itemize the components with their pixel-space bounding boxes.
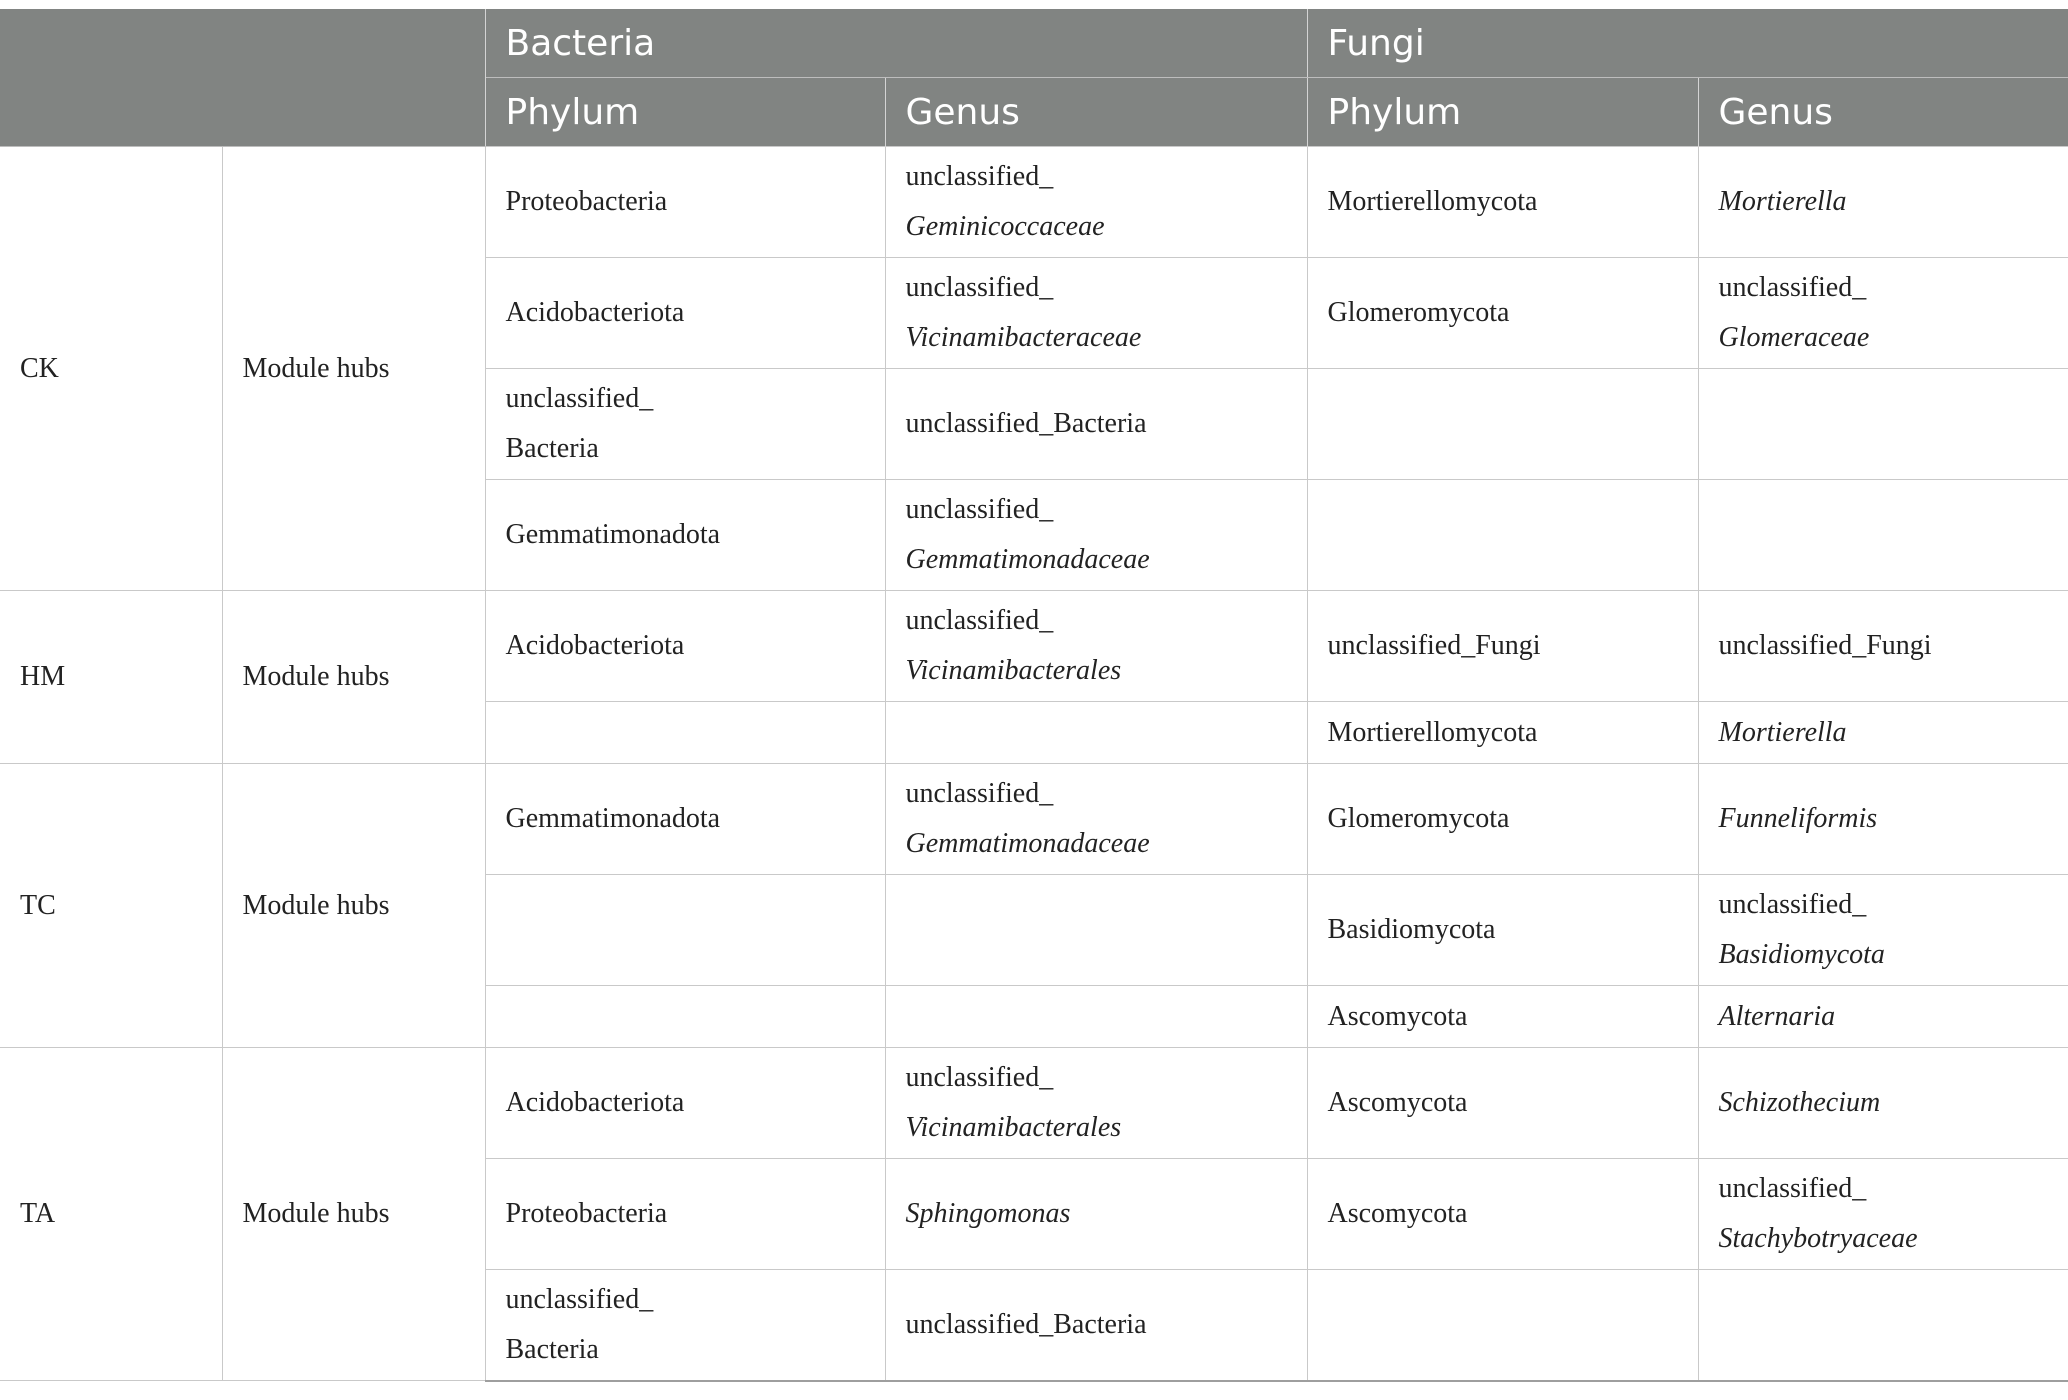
fungi-genus-cell bbox=[1698, 369, 2068, 480]
fungi-genus-cell bbox=[1698, 147, 2068, 258]
fungi-genus-cell bbox=[1698, 702, 2068, 764]
fungi-phylum-cell bbox=[1307, 986, 1698, 1048]
cell-text-line: Sphingomonas bbox=[905, 1198, 1071, 1229]
role-cell: Module hubs bbox=[222, 147, 485, 591]
cell-text-line: unclassified_ bbox=[905, 272, 1054, 303]
fungi-genus-cell bbox=[1698, 764, 2068, 875]
bacteria-phylum-cell bbox=[485, 1048, 885, 1159]
fungi-phylum-cell bbox=[1307, 702, 1698, 764]
cell-text-line: unclassified_ bbox=[505, 1283, 654, 1315]
bacteria-phylum-cell bbox=[485, 480, 885, 591]
cell-text-line: Ascomycota bbox=[1327, 1000, 1468, 1032]
bacteria-phylum-cell bbox=[485, 591, 885, 702]
cell-text-line: unclassified_ bbox=[1718, 889, 1867, 920]
bacteria-phylum-cell bbox=[485, 702, 885, 764]
cell-text-line: Vicinamibacterales bbox=[905, 655, 1122, 686]
bacteria-genus-cell bbox=[885, 258, 1307, 369]
treatment-cell: TC bbox=[0, 764, 222, 1048]
fungi-genus-cell bbox=[1698, 875, 2068, 986]
cell-text-line: unclassified_ bbox=[905, 494, 1054, 525]
cell-text-line: Acidobacteriota bbox=[505, 630, 685, 661]
cell-text-line: Mortierella bbox=[1718, 716, 1847, 748]
header-bacteria-phylum: Phylum bbox=[485, 78, 885, 147]
table-body bbox=[0, 147, 2068, 1381]
cell-text-line: Basidiomycota bbox=[1718, 939, 1885, 970]
bacteria-phylum-cell bbox=[485, 986, 885, 1048]
fungi-genus-cell bbox=[1698, 591, 2068, 702]
cell-text-line: Gemmatimonadaceae bbox=[905, 828, 1150, 859]
cell-text-line: unclassified_ bbox=[905, 1062, 1054, 1093]
table-row bbox=[0, 147, 2068, 258]
cell-text-line: Ascomycota bbox=[1327, 1087, 1468, 1118]
role-cell: Module hubs bbox=[222, 1048, 485, 1381]
cell-text-line: Stachybotryaceae bbox=[1718, 1223, 1918, 1254]
fungi-genus-cell bbox=[1698, 986, 2068, 1048]
cell-text-line: Acidobacteriota bbox=[505, 297, 685, 328]
table-row bbox=[0, 764, 2068, 875]
bacteria-phylum-cell bbox=[485, 764, 885, 875]
bacteria-genus-cell bbox=[885, 1270, 1307, 1381]
cell-text-line: Glomeromycota bbox=[1327, 803, 1510, 834]
cell-text-line: Gemmatimonadota bbox=[505, 803, 721, 834]
bacteria-genus-cell bbox=[885, 480, 1307, 591]
fungi-genus-cell bbox=[1698, 258, 2068, 369]
cell-text-line: Proteobacteria bbox=[505, 186, 668, 217]
cell-text-line: Proteobacteria bbox=[505, 1198, 668, 1229]
cell-text-line: Gemmatimonadota bbox=[505, 519, 721, 550]
fungi-phylum-cell bbox=[1307, 369, 1698, 480]
table-header bbox=[0, 9, 2068, 147]
cell-text-line: Gemmatimonadaceae bbox=[905, 544, 1150, 575]
header-fungi-genus: Genus bbox=[1698, 78, 2068, 147]
table-row bbox=[0, 591, 2068, 702]
bacteria-genus-cell bbox=[885, 1159, 1307, 1270]
fungi-genus-cell bbox=[1698, 1048, 2068, 1159]
cell-text-line: unclassified_ bbox=[1718, 1173, 1867, 1204]
cell-text-line: unclassified_Bacteria bbox=[905, 1308, 1147, 1340]
fungi-phylum-cell bbox=[1307, 1048, 1698, 1159]
fungi-phylum-cell bbox=[1307, 147, 1698, 258]
fungi-phylum-cell bbox=[1307, 1270, 1698, 1381]
cell-text-line: Bacteria bbox=[505, 433, 599, 464]
role-cell: Module hubs bbox=[222, 591, 485, 764]
bacteria-phylum-cell bbox=[485, 369, 885, 480]
bacteria-phylum-cell bbox=[485, 875, 885, 986]
cell-text-line: Bacteria bbox=[505, 1333, 599, 1365]
bacteria-genus-cell bbox=[885, 764, 1307, 875]
cell-text-line: unclassified_Fungi bbox=[1327, 630, 1541, 661]
cell-text-line: Funneliformis bbox=[1718, 803, 1878, 834]
cell-text-line: unclassified_ bbox=[1718, 272, 1867, 303]
treatment-cell: HM bbox=[0, 591, 222, 764]
header-bacteria-genus: Genus bbox=[885, 78, 1307, 147]
cell-text-line: Ascomycota bbox=[1327, 1198, 1468, 1229]
treatment-cell: CK bbox=[0, 147, 222, 591]
bacteria-genus-cell bbox=[885, 591, 1307, 702]
fungi-phylum-cell bbox=[1307, 480, 1698, 591]
fungi-phylum-cell bbox=[1307, 764, 1698, 875]
header-group-fungi: Fungi bbox=[1307, 9, 2068, 78]
cell-text-line: unclassified_ bbox=[905, 605, 1054, 636]
cell-text-line: Basidiomycota bbox=[1327, 914, 1496, 945]
bacteria-genus-cell bbox=[885, 986, 1307, 1048]
cell-text-line: unclassified_ bbox=[905, 161, 1054, 192]
fungi-phylum-cell bbox=[1307, 875, 1698, 986]
fungi-genus-cell bbox=[1698, 480, 2068, 591]
module-hubs-table bbox=[0, 9, 2068, 1382]
role-cell: Module hubs bbox=[222, 764, 485, 1048]
bacteria-genus-cell bbox=[885, 1048, 1307, 1159]
header-fungi-phylum: Phylum bbox=[1307, 78, 1698, 147]
cell-text-line: Geminicoccaceae bbox=[905, 211, 1105, 242]
header-blank-cell bbox=[0, 9, 485, 147]
bacteria-phylum-cell bbox=[485, 1159, 885, 1270]
cell-text-line: Mortierellomycota bbox=[1327, 716, 1538, 748]
cell-text-line: Vicinamibacteraceae bbox=[905, 322, 1142, 353]
cell-text-line: Glomeraceae bbox=[1718, 322, 1870, 353]
cell-text-line: Mortierellomycota bbox=[1327, 186, 1538, 217]
cell-text-line: Schizothecium bbox=[1718, 1087, 1881, 1118]
fungi-genus-cell bbox=[1698, 1159, 2068, 1270]
cell-text-line: unclassified_ bbox=[505, 383, 654, 414]
bacteria-phylum-cell bbox=[485, 1270, 885, 1381]
table-row bbox=[0, 1048, 2068, 1159]
cell-text-line: unclassified_Fungi bbox=[1718, 630, 1932, 661]
bacteria-genus-cell bbox=[885, 147, 1307, 258]
bacteria-genus-cell bbox=[885, 702, 1307, 764]
cell-text-line: Acidobacteriota bbox=[505, 1087, 685, 1118]
bacteria-phylum-cell bbox=[485, 258, 885, 369]
cell-text-line: Vicinamibacterales bbox=[905, 1112, 1122, 1143]
cell-text-line: unclassified_ bbox=[905, 778, 1054, 809]
cell-text-line: Glomeromycota bbox=[1327, 297, 1510, 328]
bacteria-genus-cell bbox=[885, 875, 1307, 986]
fungi-phylum-cell bbox=[1307, 591, 1698, 702]
header-group-bacteria: Bacteria bbox=[485, 9, 1307, 78]
bacteria-genus-cell bbox=[885, 369, 1307, 480]
cell-text-line: Alternaria bbox=[1718, 1000, 1836, 1032]
cell-text-line: Mortierella bbox=[1718, 186, 1847, 217]
cell-text-line: unclassified_Bacteria bbox=[905, 408, 1147, 439]
fungi-phylum-cell bbox=[1307, 258, 1698, 369]
fungi-genus-cell bbox=[1698, 1270, 2068, 1381]
fungi-phylum-cell bbox=[1307, 1159, 1698, 1270]
treatment-cell: TA bbox=[0, 1048, 222, 1381]
bacteria-phylum-cell bbox=[485, 147, 885, 258]
